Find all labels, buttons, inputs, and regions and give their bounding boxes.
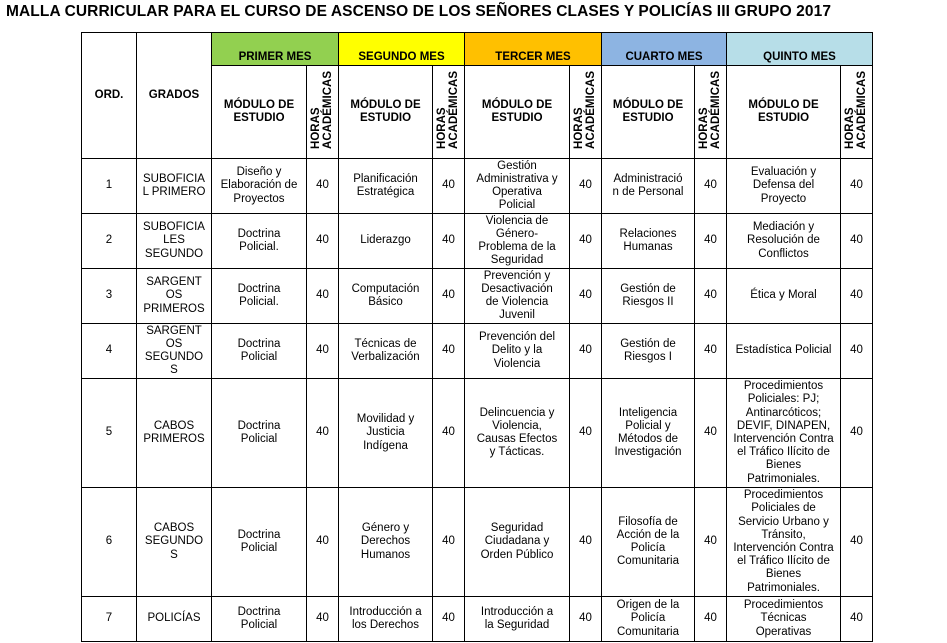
modulo-cell: Movilidad y Justicia Indígena bbox=[339, 379, 433, 488]
ord-cell: 4 bbox=[82, 324, 137, 379]
horas-header: HORAS ACADÉMICAS bbox=[695, 66, 727, 159]
grado-cell: SARGENT OS SEGUNDO S bbox=[137, 324, 212, 379]
modulo-cell: Gestión Administrativa y Operativa Policial bbox=[465, 159, 570, 214]
curriculum-table bbox=[81, 32, 873, 642]
ord-cell: 5 bbox=[82, 379, 137, 488]
horas-cell: 40 bbox=[307, 159, 339, 214]
modulo-cell: Procedimientos Policiales de Servicio Urbano y Tránsito, Intervención Contra el Tráfico Ilícito de Bienes Patrimoniales. bbox=[727, 488, 841, 597]
horas-cell: 40 bbox=[841, 214, 873, 269]
horas-cell: 40 bbox=[307, 379, 339, 488]
horas-cell: 40 bbox=[570, 488, 602, 597]
horas-cell: 40 bbox=[570, 324, 602, 379]
modulo-cell: Liderazgo bbox=[339, 214, 433, 269]
table-row bbox=[82, 488, 873, 597]
modulo-header: MÓDULO DE ESTUDIO bbox=[212, 66, 307, 159]
horas-cell: 40 bbox=[695, 159, 727, 214]
modulo-cell: Planificación Estratégica bbox=[339, 159, 433, 214]
modulo-cell: Inteligencia Policial y Métodos de Investigación bbox=[602, 379, 695, 488]
horas-cell: 40 bbox=[695, 214, 727, 269]
modulo-cell: Ética y Moral bbox=[727, 269, 841, 324]
modulo-header: MÓDULO DE ESTUDIO bbox=[602, 66, 695, 159]
horas-cell: 40 bbox=[695, 488, 727, 597]
modulo-cell: Gestión de Riesgos II bbox=[602, 269, 695, 324]
horas-cell: 40 bbox=[570, 159, 602, 214]
modulo-cell: Seguridad Ciudadana y Orden Público bbox=[465, 488, 570, 597]
horas-cell: 40 bbox=[433, 214, 465, 269]
grado-cell: SARGENT OS PRIMEROS bbox=[137, 269, 212, 324]
modulo-cell: Doctrina Policial. bbox=[212, 214, 307, 269]
table-row bbox=[82, 597, 873, 642]
horas-cell: 40 bbox=[841, 597, 873, 642]
month-header-1: PRIMER MES bbox=[212, 33, 339, 66]
horas-header: HORAS ACADÉMICAS bbox=[841, 66, 873, 159]
modulo-cell: Introducción a la Seguridad bbox=[465, 597, 570, 642]
horas-cell: 40 bbox=[433, 597, 465, 642]
horas-cell: 40 bbox=[433, 488, 465, 597]
horas-cell: 40 bbox=[841, 159, 873, 214]
modulo-cell: Estadística Policial bbox=[727, 324, 841, 379]
modulo-cell: Doctrina Policial. bbox=[212, 269, 307, 324]
ord-cell: 7 bbox=[82, 597, 137, 642]
modulo-cell: Relaciones Humanas bbox=[602, 214, 695, 269]
grados-header: GRADOS bbox=[137, 33, 212, 159]
table-row bbox=[82, 324, 873, 379]
modulo-cell: Diseño y Elaboración de Proyectos bbox=[212, 159, 307, 214]
horas-cell: 40 bbox=[307, 488, 339, 597]
month-header-3: TERCER MES bbox=[465, 33, 602, 66]
grado-cell: CABOS SEGUNDO S bbox=[137, 488, 212, 597]
horas-cell: 40 bbox=[307, 269, 339, 324]
modulo-cell: Evaluación y Defensa del Proyecto bbox=[727, 159, 841, 214]
horas-cell: 40 bbox=[570, 597, 602, 642]
modulo-header: MÓDULO DE ESTUDIO bbox=[465, 66, 570, 159]
table-row bbox=[82, 269, 873, 324]
grado-cell: SUBOFICIA L PRIMERO bbox=[137, 159, 212, 214]
horas-header: HORAS ACADÉMICAS bbox=[433, 66, 465, 159]
grado-cell: CABOS PRIMEROS bbox=[137, 379, 212, 488]
modulo-cell: Violencia de Género- Problema de la Seguridad bbox=[465, 214, 570, 269]
ord-cell: 1 bbox=[82, 159, 137, 214]
modulo-cell: Doctrina Policial bbox=[212, 597, 307, 642]
table-row bbox=[82, 379, 873, 488]
modulo-cell: Doctrina Policial bbox=[212, 488, 307, 597]
modulo-cell: Procedimientos Técnicas Operativas bbox=[727, 597, 841, 642]
modulo-cell: Gestión de Riesgos I bbox=[602, 324, 695, 379]
horas-cell: 40 bbox=[307, 597, 339, 642]
page-title: MALLA CURRICULAR PARA EL CURSO DE ASCENSO DE LOS SEÑORES CLASES Y POLICÍAS III GRUPO 2017 bbox=[6, 3, 832, 20]
horas-cell: 40 bbox=[841, 379, 873, 488]
modulo-cell: Procedimientos Policiales: PJ; Antinarcóticos; DEVIF, DINAPEN, Intervención Contra el Tráfico Ilícito de Bienes Patrimoniales. bbox=[727, 379, 841, 488]
horas-cell: 40 bbox=[841, 269, 873, 324]
horas-cell: 40 bbox=[570, 379, 602, 488]
horas-cell: 40 bbox=[695, 324, 727, 379]
horas-cell: 40 bbox=[307, 324, 339, 379]
modulo-cell: Origen de la Policía Comunitaria bbox=[602, 597, 695, 642]
modulo-cell: Técnicas de Verbalización bbox=[339, 324, 433, 379]
horas-cell: 40 bbox=[433, 159, 465, 214]
grado-cell: POLICÍAS bbox=[137, 597, 212, 642]
modulo-cell: Filosofía de Acción de la Policía Comunitaria bbox=[602, 488, 695, 597]
modulo-cell: Género y Derechos Humanos bbox=[339, 488, 433, 597]
modulo-cell: Doctrina Policial bbox=[212, 379, 307, 488]
modulo-cell: Doctrina Policial bbox=[212, 324, 307, 379]
grado-cell: SUBOFICIA LES SEGUNDO bbox=[137, 214, 212, 269]
horas-cell: 40 bbox=[433, 379, 465, 488]
month-header-4: CUARTO MES bbox=[602, 33, 727, 66]
horas-cell: 40 bbox=[841, 488, 873, 597]
modulo-cell: Delincuencia y Violencia, Causas Efectos y Tácticas. bbox=[465, 379, 570, 488]
horas-cell: 40 bbox=[570, 214, 602, 269]
ord-cell: 2 bbox=[82, 214, 137, 269]
table-row bbox=[82, 159, 873, 214]
ord-cell: 3 bbox=[82, 269, 137, 324]
modulo-header: MÓDULO DE ESTUDIO bbox=[727, 66, 841, 159]
modulo-cell: Introducción a los Derechos bbox=[339, 597, 433, 642]
ord-header: ORD. bbox=[82, 33, 137, 159]
horas-cell: 40 bbox=[307, 214, 339, 269]
ord-cell: 6 bbox=[82, 488, 137, 597]
modulo-cell: Mediación y Resolución de Conflictos bbox=[727, 214, 841, 269]
horas-cell: 40 bbox=[570, 269, 602, 324]
horas-header: HORAS ACADÉMICAS bbox=[307, 66, 339, 159]
horas-cell: 40 bbox=[695, 597, 727, 642]
header-months-row bbox=[82, 33, 873, 66]
modulo-cell: Administració n de Personal bbox=[602, 159, 695, 214]
horas-cell: 40 bbox=[695, 269, 727, 324]
horas-cell: 40 bbox=[841, 324, 873, 379]
horas-cell: 40 bbox=[433, 324, 465, 379]
horas-cell: 40 bbox=[695, 379, 727, 488]
modulo-cell: Computación Básico bbox=[339, 269, 433, 324]
table-row bbox=[82, 214, 873, 269]
modulo-cell: Prevención y Desactivación de Violencia Juvenil bbox=[465, 269, 570, 324]
horas-cell: 40 bbox=[433, 269, 465, 324]
modulo-cell: Prevención del Delito y la Violencia bbox=[465, 324, 570, 379]
month-header-2: SEGUNDO MES bbox=[339, 33, 465, 66]
modulo-header: MÓDULO DE ESTUDIO bbox=[339, 66, 433, 159]
horas-header: HORAS ACADÉMICAS bbox=[570, 66, 602, 159]
month-header-5: QUINTO MES bbox=[727, 33, 873, 66]
